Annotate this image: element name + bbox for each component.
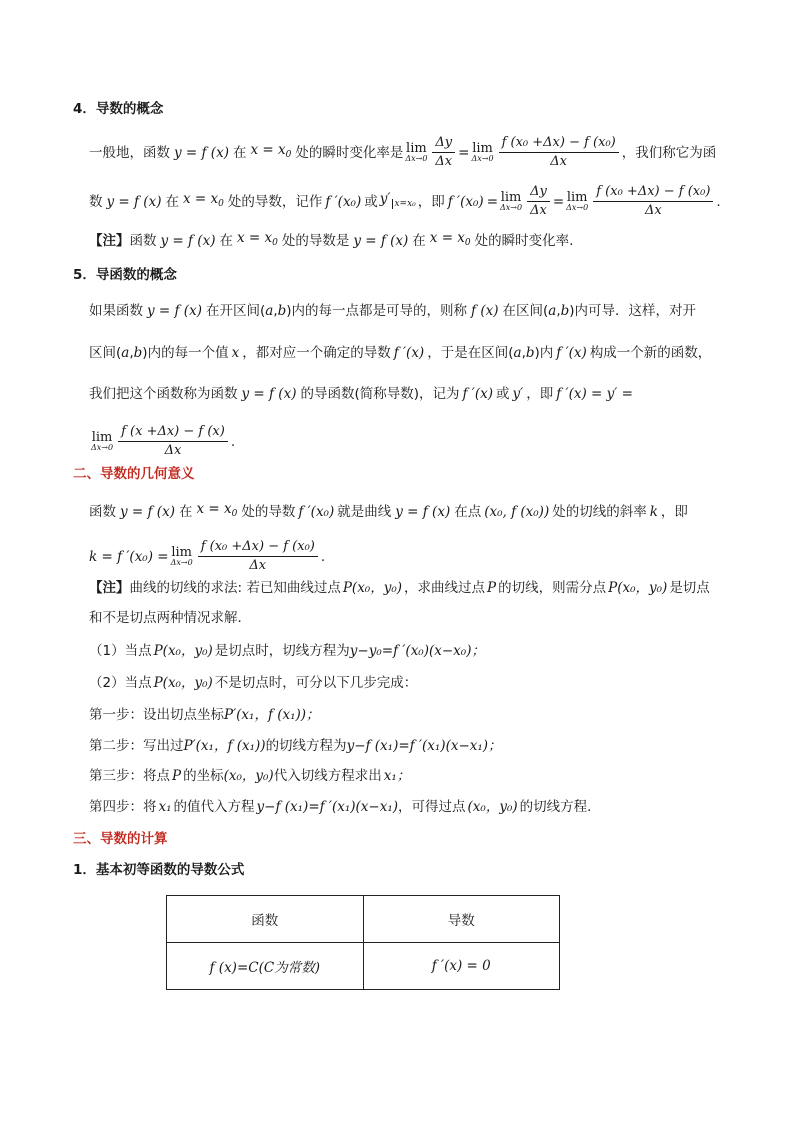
sec2-step-4: 第四步：将 x₁ 的值代入方程 y−f (x₁)=f ′(x₁)(x−x₁) ，可得过点 (x₀，y₀) 的切线方程． — [89, 799, 601, 815]
lim-operator: lim Δx→0 — [405, 141, 428, 164]
sec2-case-2: （2）当点 P(x₀，y₀) 不是切点时，可分以下几步完成： — [89, 675, 418, 691]
sec2-step-2: 第二步：写出过 P′(x₁，f (x₁)) 的切线方程为 y−f (x₁)=f ′(x₁)(x−x₁)； — [89, 738, 502, 754]
s5-paragraph-line-2: 区间( a , b )内的每一个值 x ，都对应一个确定的导数 f ′(x) ，于是在区间( a , b )内 f ′(x) 构成一个新的函数， — [89, 345, 712, 361]
s5-paragraph-line-1: 如果函数 y = f (x) 在开区间( a , b )内的每一点都是可导的，则称 f (x) 在区间( a , b )内可导．这样，对开 — [89, 303, 697, 319]
derivative-formula-table — [166, 895, 560, 990]
table-header-cell: 函数 — [167, 896, 364, 943]
table-row — [167, 943, 560, 990]
s5-paragraph-line-3: 我们把这个函数称为函数 y = f (x) 的导函数(简称导数)，记为 f ′(x) 或 y′ ，即 f ′(x) = y′ = — [89, 386, 633, 402]
sec2-note-line-1: 【注】 曲线的切线的求法: 若已知曲线过点 P(x₀，y₀) ，求曲线过点 P 的切线，则需分点 P(x₀，y₀) 是切点 — [89, 580, 710, 596]
sec3-subheading-1: 1．基本初等函数的导数公式 — [73, 862, 245, 878]
fraction-dy-dx: $\frac{\Delta y}{\Delta x}$ — [432, 136, 455, 170]
sec2-note-line-2: 和不是切点两种情况求解． — [89, 610, 251, 626]
difference-quotient: $\frac{\text{f (x₀ +Δx) − f (x₀)}}{\Delta x}$ — [499, 136, 619, 170]
s5-paragraph-line-4: lim Δx→0 $\frac{f (x +\Delta x) - f (x)}{\Delta x}$ . — [91, 424, 236, 459]
sec2-step-1: 第一步：设出切点坐标 P′(x₁，f (x₁))； — [89, 707, 320, 723]
table-cell: f (x)=C(C为常数) — [167, 943, 364, 990]
sec2-paragraph-line-2: k = f ′(x₀) = lim Δx→0 $\frac{\text{f (x₀ +Δx) − f (x₀)}}{\Delta x}$ . — [89, 539, 326, 574]
table-header-row — [167, 896, 560, 943]
sec2-case-1: （1）当点 P(x₀，y₀) 是切点时，切线方程为 y−y₀=f ′(x₀)(x−x₀)； — [89, 643, 485, 659]
sec2-paragraph-line-1: 函数 y = f (x) 在 $x = x_0$ 处的导数 f ′(x₀) 就是曲线 y = f (x) 在点 (x₀, f (x₀)) 处的切线的斜率 k ，即 — [89, 501, 688, 520]
section-3-title: 三、导数的计算 — [73, 831, 168, 847]
table-header-cell: 导数 — [363, 896, 560, 943]
section-2-title: 二、导数的几何意义 — [73, 466, 195, 482]
sec2-step-3: 第三步：将点 P 的坐标 (x₀，y₀) 代入切线方程求出 x₁； — [89, 768, 411, 784]
s4-note: 【注】 函数 y = f (x) 在 $x = x_0$ 处的导数是 y = f (x) 在 $x = x_0$ 处的瞬时变化率. — [89, 230, 574, 249]
s4-paragraph-line-1: 一般地，函数 y = f (x) 在 $x = x_0$ 处的瞬时变化率是 lim Δx→0 $\frac{\Delta y}{\Delta x}$ = lim Δx→0 $\frac{\text{f (x₀ +Δx) − f (x₀)}}{\Delta x}$ ，我们称它为函 — [89, 135, 717, 170]
table-cell: f ′(x) = 0 — [363, 943, 560, 990]
section-4-title: 4．导数的概念 — [73, 101, 164, 117]
section-5-title: 5．导函数的概念 — [73, 267, 177, 283]
s4-paragraph-line-2: 数 y = f (x) 在 $x = x_0$ 处的导数，记作 f ′(x₀) 或 y′ $_{x=x_0}$ ，即 f ′(x₀) = lim Δx→0 $\frac{\Delta y}{\Delta x}$ = lim Δx→0 $\frac{\text{f (x₀ +Δx) − f (x₀)}}{\Delta x}$ . — [89, 184, 721, 219]
